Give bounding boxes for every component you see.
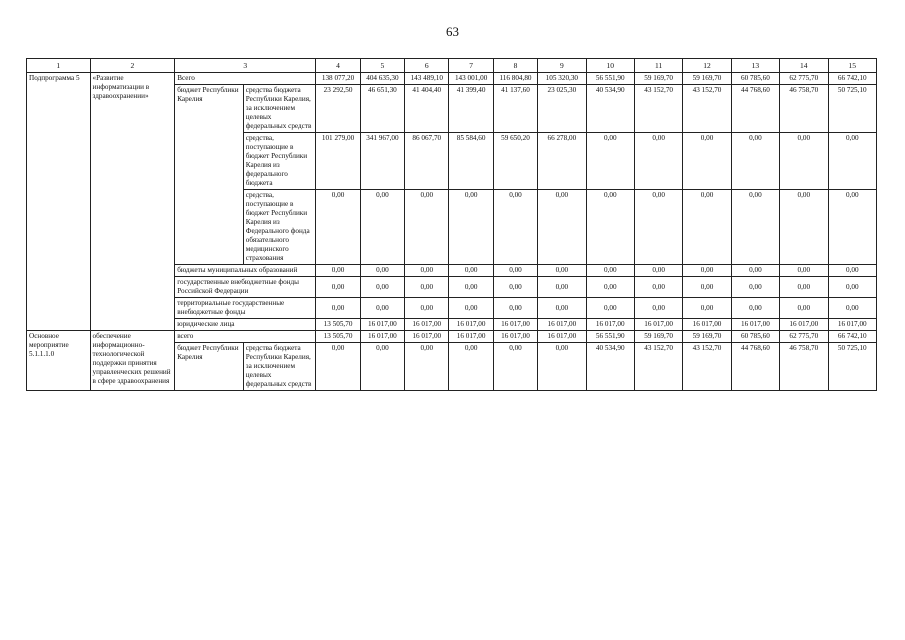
header-cell: 2 (90, 59, 175, 73)
budget-source-label: бюджет Республики Карелия (175, 85, 244, 265)
value-cell: 0,00 (405, 277, 449, 298)
value-cell: 0,00 (405, 265, 449, 277)
value-cell: 0,00 (634, 298, 682, 319)
header-cell: 5 (360, 59, 404, 73)
subprogram-code: Подпрограмма 5 (27, 73, 91, 331)
value-cell: 0,00 (731, 298, 779, 319)
value-cell: 341 967,00 (360, 133, 404, 190)
row-label: территориальные государственные внебюджетные фонды (175, 298, 316, 319)
value-cell: 60 785,60 (731, 73, 779, 85)
value-cell: 0,00 (780, 133, 828, 190)
value-cell: 59 650,20 (493, 133, 537, 190)
row-label: Всего (175, 73, 316, 85)
header-cell: 7 (449, 59, 493, 73)
value-cell: 16 017,00 (538, 319, 586, 331)
value-cell: 0,00 (731, 190, 779, 265)
value-cell: 16 017,00 (780, 319, 828, 331)
value-cell: 0,00 (683, 277, 731, 298)
value-cell: 43 152,70 (634, 343, 682, 391)
value-cell: 16 017,00 (828, 319, 877, 331)
value-cell: 16 017,00 (634, 319, 682, 331)
value-cell: 59 169,70 (634, 331, 682, 343)
value-cell: 0,00 (586, 265, 634, 277)
row-label: государственные внебюджетные фонды Российской Федерации (175, 277, 316, 298)
value-cell: 105 320,30 (538, 73, 586, 85)
header-cell: 4 (316, 59, 360, 73)
value-cell: 0,00 (828, 265, 877, 277)
value-cell: 0,00 (449, 343, 493, 391)
value-cell: 66 742,10 (828, 331, 877, 343)
value-cell: 0,00 (360, 298, 404, 319)
value-cell: 44 768,60 (731, 85, 779, 133)
value-cell: 0,00 (634, 277, 682, 298)
value-cell: 60 785,60 (731, 331, 779, 343)
value-cell: 59 169,70 (634, 73, 682, 85)
measure-code: Основное мероприятие 5.1.1.1.0 (27, 331, 91, 391)
value-cell: 0,00 (493, 277, 537, 298)
value-cell: 138 077,20 (316, 73, 360, 85)
value-cell: 0,00 (586, 298, 634, 319)
value-cell: 0,00 (731, 277, 779, 298)
value-cell: 40 534,90 (586, 343, 634, 391)
row-label: бюджеты муниципальных образований (175, 265, 316, 277)
value-cell: 16 017,00 (405, 319, 449, 331)
value-cell: 46 651,30 (360, 85, 404, 133)
value-cell: 16 017,00 (360, 331, 404, 343)
value-cell: 0,00 (828, 277, 877, 298)
value-cell: 0,00 (316, 265, 360, 277)
value-cell: 50 725,10 (828, 85, 877, 133)
value-cell: 0,00 (493, 343, 537, 391)
header-cell: 14 (780, 59, 828, 73)
value-cell: 0,00 (683, 265, 731, 277)
value-cell: 0,00 (405, 190, 449, 265)
value-cell: 59 169,70 (683, 331, 731, 343)
table-row (27, 331, 877, 343)
value-cell: 16 017,00 (449, 319, 493, 331)
value-cell: 43 152,70 (683, 343, 731, 391)
value-cell: 0,00 (683, 190, 731, 265)
value-cell: 116 804,80 (493, 73, 537, 85)
row-label: средства, поступающие в бюджет Республики Карелия из Федерального фонда обязательного медицинского страхования (243, 190, 316, 265)
value-cell: 16 017,00 (731, 319, 779, 331)
value-cell: 0,00 (360, 343, 404, 391)
value-cell: 62 775,70 (780, 73, 828, 85)
value-cell: 43 152,70 (634, 85, 682, 133)
value-cell: 59 169,70 (683, 73, 731, 85)
value-cell: 66 742,10 (828, 73, 877, 85)
value-cell: 41 399,40 (449, 85, 493, 133)
subprogram-name: «Развитие информатизации в здравоохранении» (90, 73, 175, 331)
value-cell: 0,00 (449, 265, 493, 277)
value-cell: 66 278,00 (538, 133, 586, 190)
value-cell: 13 505,70 (316, 319, 360, 331)
value-cell: 0,00 (538, 277, 586, 298)
value-cell: 0,00 (586, 277, 634, 298)
value-cell: 46 758,70 (780, 85, 828, 133)
value-cell: 46 758,70 (780, 343, 828, 391)
row-label: средства бюджета Республики Карелия, за исключением целевых федеральных средств (243, 343, 316, 391)
value-cell: 0,00 (586, 133, 634, 190)
value-cell: 0,00 (731, 133, 779, 190)
value-cell: 0,00 (683, 298, 731, 319)
value-cell: 40 534,90 (586, 85, 634, 133)
value-cell: 0,00 (586, 190, 634, 265)
header-cell: 9 (538, 59, 586, 73)
value-cell: 16 017,00 (493, 331, 537, 343)
header-cell: 1 (27, 59, 91, 73)
value-cell: 0,00 (731, 265, 779, 277)
value-cell: 0,00 (634, 265, 682, 277)
value-cell: 13 505,70 (316, 331, 360, 343)
value-cell: 0,00 (316, 298, 360, 319)
financing-table (26, 58, 877, 391)
header-cell: 3 (175, 59, 316, 73)
header-cell: 8 (493, 59, 537, 73)
value-cell: 0,00 (360, 190, 404, 265)
value-cell: 44 768,60 (731, 343, 779, 391)
row-label: средства, поступающие в бюджет Республики Карелия из федерального бюджета (243, 133, 316, 190)
value-cell: 0,00 (780, 277, 828, 298)
value-cell: 16 017,00 (449, 331, 493, 343)
value-cell: 0,00 (538, 265, 586, 277)
value-cell: 0,00 (360, 265, 404, 277)
value-cell: 0,00 (780, 265, 828, 277)
value-cell: 0,00 (634, 133, 682, 190)
budget-source-label: бюджет Республики Карелия (175, 343, 244, 391)
value-cell: 0,00 (493, 190, 537, 265)
value-cell: 43 152,70 (683, 85, 731, 133)
value-cell: 16 017,00 (405, 331, 449, 343)
value-cell: 16 017,00 (683, 319, 731, 331)
value-cell: 0,00 (828, 133, 877, 190)
value-cell: 0,00 (493, 298, 537, 319)
value-cell: 0,00 (634, 190, 682, 265)
value-cell: 0,00 (828, 190, 877, 265)
value-cell: 0,00 (780, 298, 828, 319)
value-cell: 62 775,70 (780, 331, 828, 343)
value-cell: 41 404,40 (405, 85, 449, 133)
header-cell: 12 (683, 59, 731, 73)
value-cell: 86 067,70 (405, 133, 449, 190)
row-label: всего (175, 331, 316, 343)
value-cell: 404 635,30 (360, 73, 404, 85)
table-row (27, 73, 877, 85)
value-cell: 16 017,00 (538, 331, 586, 343)
value-cell: 41 137,60 (493, 85, 537, 133)
value-cell: 0,00 (538, 343, 586, 391)
header-cell: 10 (586, 59, 634, 73)
value-cell: 0,00 (405, 298, 449, 319)
value-cell: 56 551,90 (586, 331, 634, 343)
header-row (27, 59, 877, 73)
value-cell: 0,00 (316, 190, 360, 265)
value-cell: 0,00 (449, 277, 493, 298)
row-label: юридические лица (175, 319, 316, 331)
header-cell: 15 (828, 59, 877, 73)
value-cell: 0,00 (449, 298, 493, 319)
value-cell: 0,00 (316, 277, 360, 298)
header-cell: 11 (634, 59, 682, 73)
measure-name: обеспечение информационно-технологической поддержки принятия управленческих решений в сфере здравоохранения (90, 331, 175, 391)
value-cell: 23 292,50 (316, 85, 360, 133)
value-cell: 101 279,00 (316, 133, 360, 190)
value-cell: 16 017,00 (360, 319, 404, 331)
value-cell: 16 017,00 (493, 319, 537, 331)
value-cell: 0,00 (316, 343, 360, 391)
value-cell: 143 001,00 (449, 73, 493, 85)
header-cell: 13 (731, 59, 779, 73)
value-cell: 0,00 (683, 133, 731, 190)
value-cell: 0,00 (449, 190, 493, 265)
value-cell: 23 025,30 (538, 85, 586, 133)
value-cell: 0,00 (405, 343, 449, 391)
page-number: 63 (446, 24, 459, 39)
value-cell: 143 489,10 (405, 73, 449, 85)
value-cell: 0,00 (538, 298, 586, 319)
header-cell: 6 (405, 59, 449, 73)
value-cell: 16 017,00 (586, 319, 634, 331)
value-cell: 0,00 (780, 190, 828, 265)
value-cell: 0,00 (828, 298, 877, 319)
value-cell: 0,00 (538, 190, 586, 265)
value-cell: 85 584,60 (449, 133, 493, 190)
value-cell: 0,00 (493, 265, 537, 277)
value-cell: 0,00 (360, 277, 404, 298)
value-cell: 50 725,10 (828, 343, 877, 391)
row-label: средства бюджета Республики Карелия, за исключением целевых федеральных средств (243, 85, 316, 133)
value-cell: 56 551,90 (586, 73, 634, 85)
